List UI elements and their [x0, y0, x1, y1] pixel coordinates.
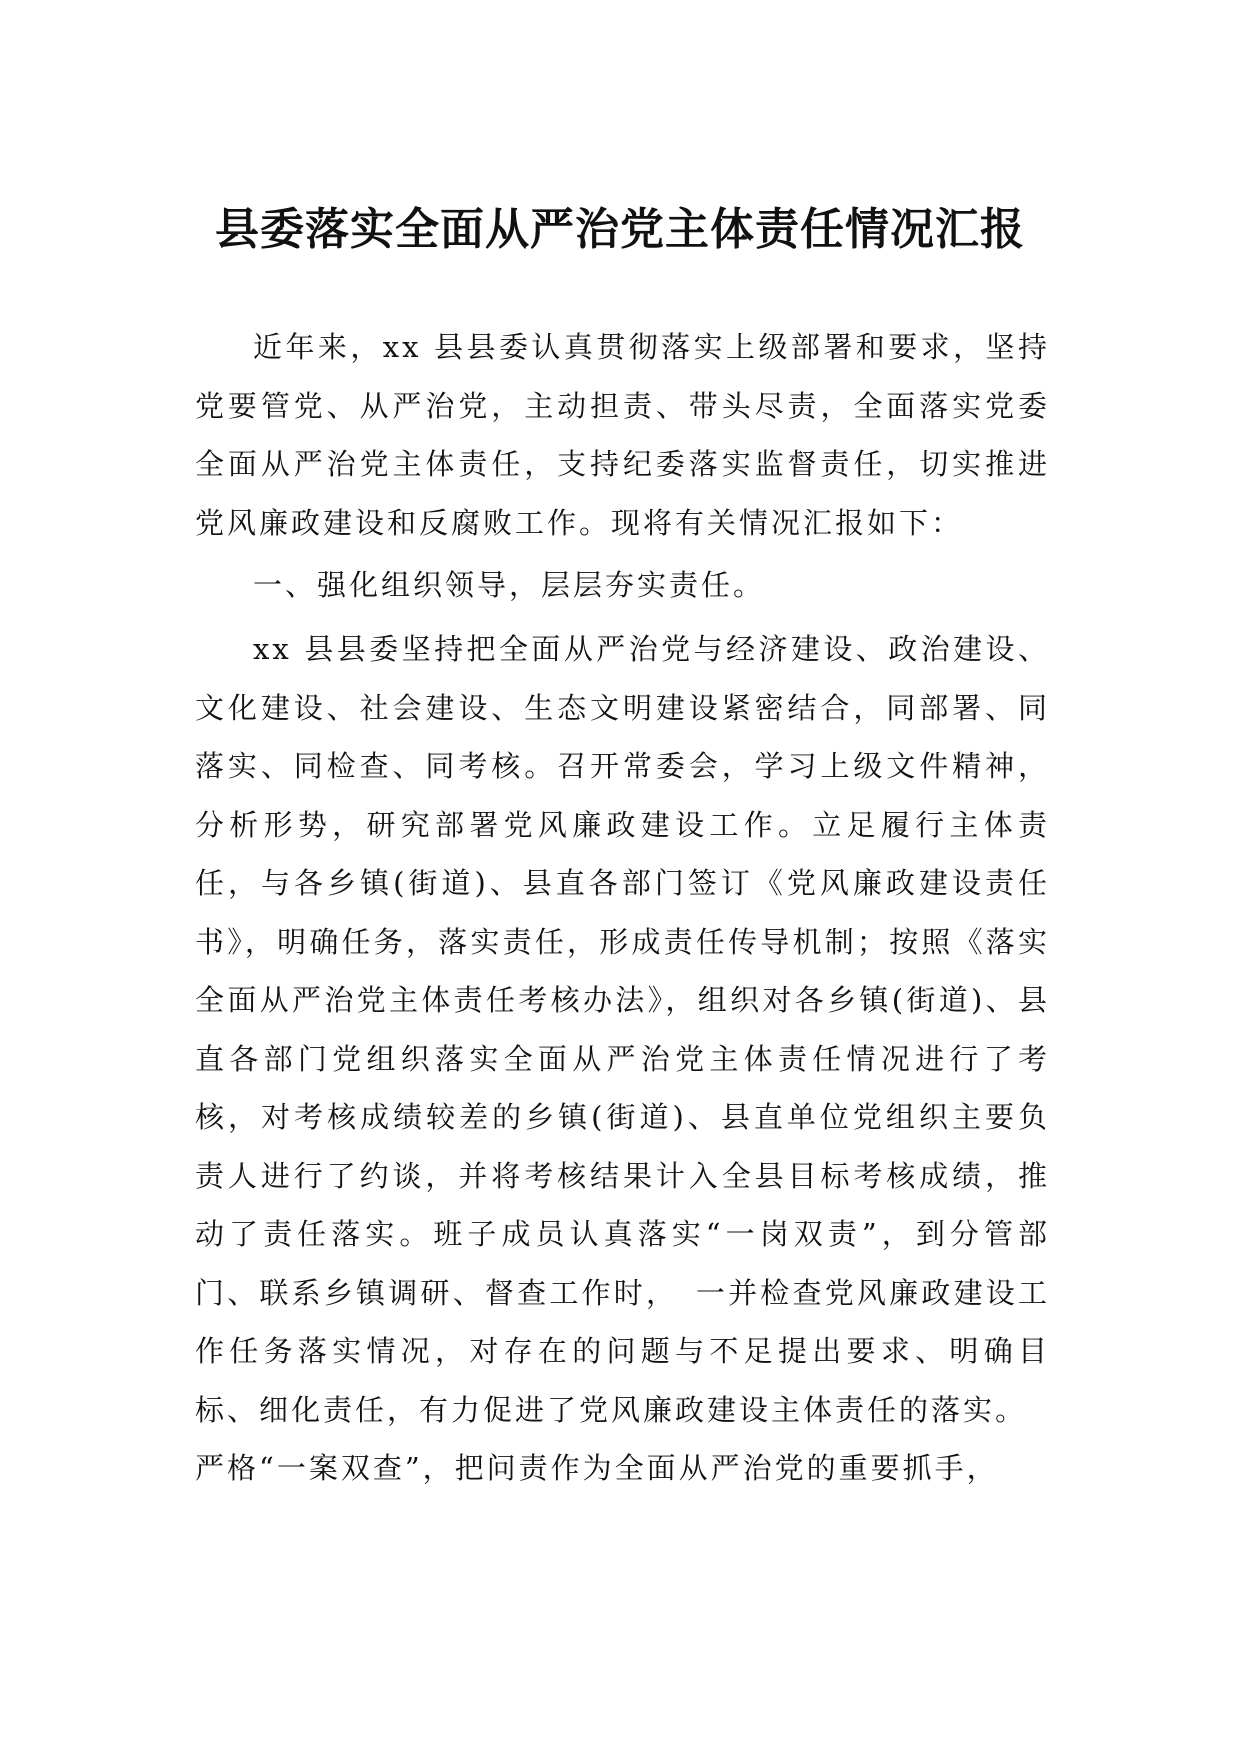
section-heading: 一、强化组织领导，层层夯实责任。: [253, 568, 766, 602]
document-title: 县委落实全面从严治党主体责任情况汇报: [215, 204, 1025, 255]
intro-paragraph: 近年来，xx 县县委认真贯彻落实上级部署和要求，坚持党要管党、从严治党，主动担责、带头尽责，全面落实党委全面从严治党主体责任，支持纪委落实监督责任，切实推进党风廉政建设和反腐败工作。现将有关情况汇报如下：: [195, 330, 1050, 540]
body-paragraph-continued: 严格“一案双查”，把问责作为全面从严治党的重要抓手，: [195, 1451, 999, 1485]
document-body: [195, 318, 1050, 1498]
body-paragraph: xx 县县委坚持把全面从严治党与经济建设、政治建设、文化建设、社会建设、生态文明建设紧密结合，同部署、同落实、同检查、同考核。召开常委会，学习上级文件精神，分析形势，研究部署党风廉政建设工作。立足履行主体责任，与各乡镇(街道)、县直各部门签订《党风廉政建设责任书》，明确任务，落实责任，形成责任传导机制；按照《落实全面从严治党主体责任考核办法》，组织对各乡镇(街道)、县直各部门党组织落实全面从严治党主体责任情况进行了考核，对考核成绩较差的乡镇(街道)、县直单位党组织主要负责人进行了约谈，并将考核结果计入全县目标考核成绩，推动了责任落实。班子成员认真落实“一岗双责”，到分管部门、联系乡镇调研、督查工作时， 一并检查党风廉政建设工作任务落实情况，对存在的问题与不足提出要求、明确目标、细化责任，有力促进了党风廉政建设主体责任的落实。: [195, 632, 1050, 1427]
